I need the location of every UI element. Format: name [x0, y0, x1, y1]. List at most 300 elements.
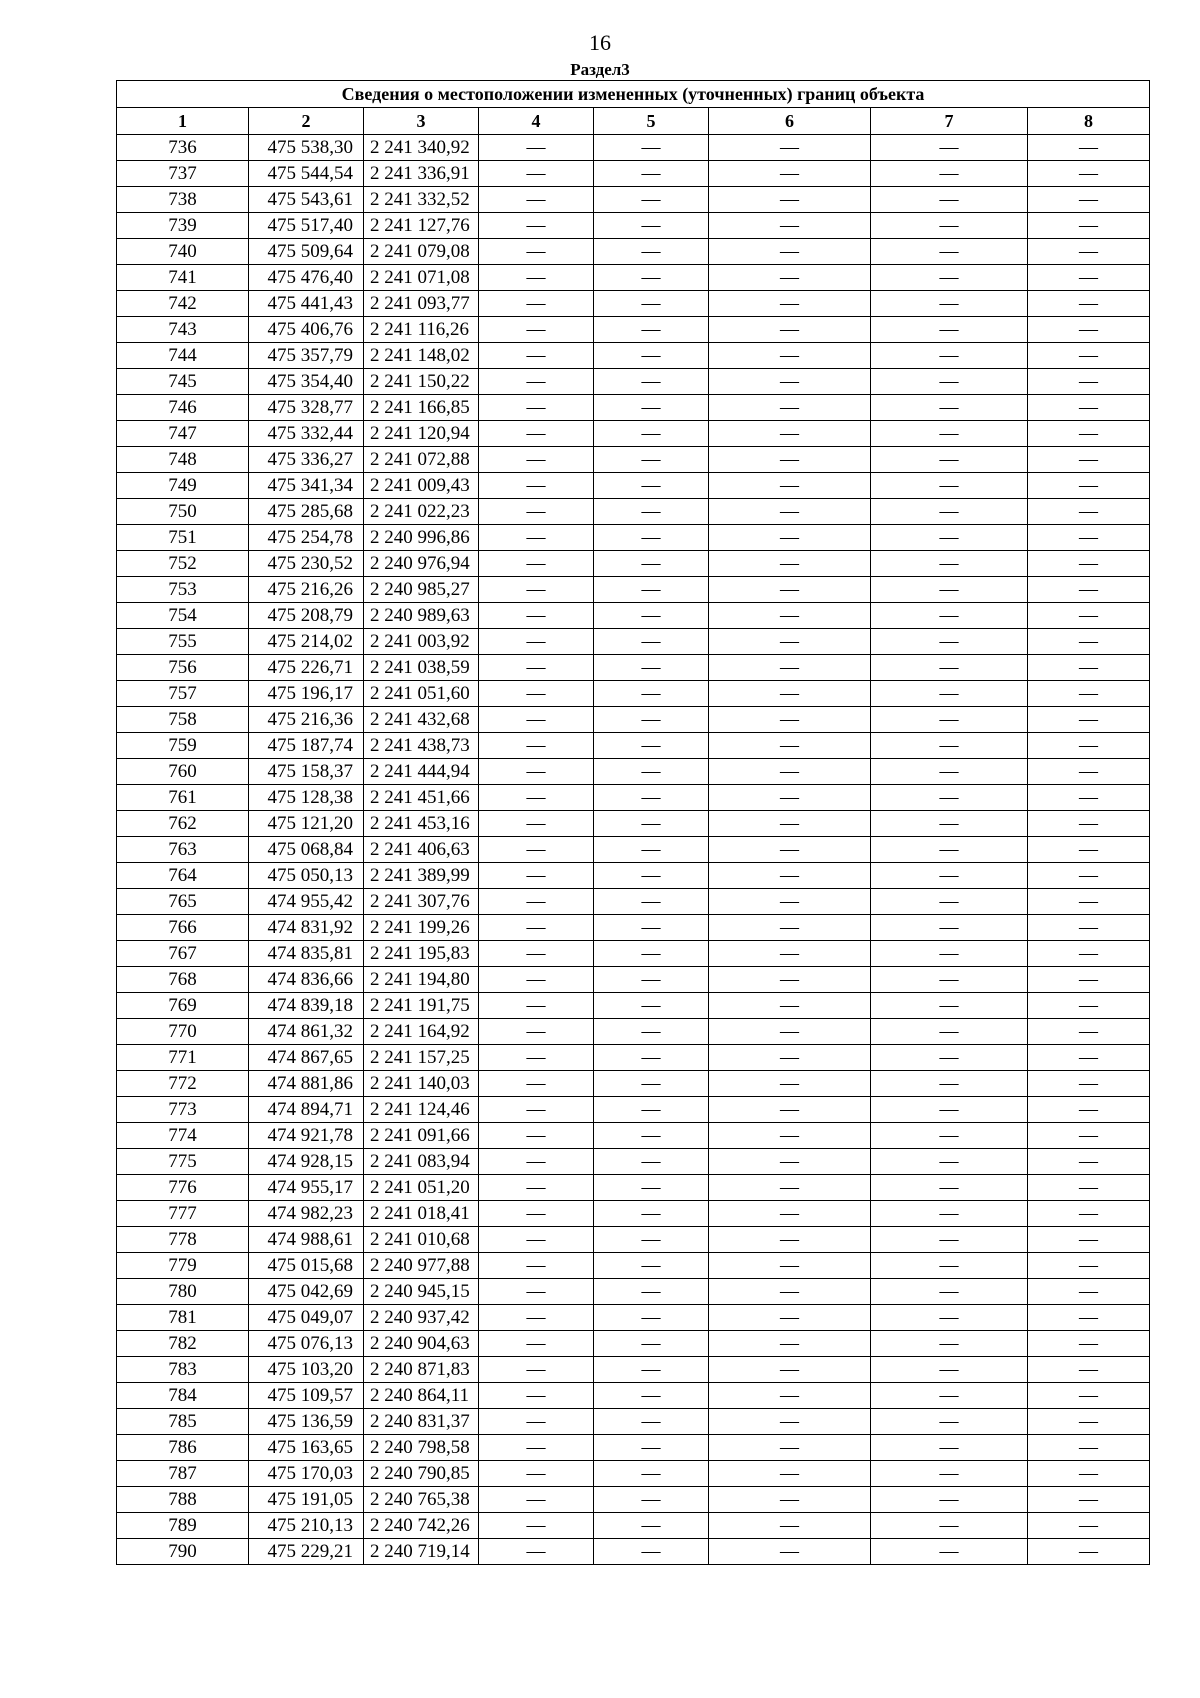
y-coordinate-cell: 2 240 798,58: [364, 1435, 479, 1461]
empty-dash-cell: —: [479, 1071, 594, 1097]
empty-dash-cell: —: [1028, 1253, 1150, 1279]
empty-dash-cell: —: [594, 1201, 709, 1227]
empty-dash-cell: —: [709, 629, 871, 655]
table-row: [117, 863, 1150, 889]
table-row: [117, 525, 1150, 551]
empty-dash-cell: —: [594, 421, 709, 447]
empty-dash-cell: —: [1028, 421, 1150, 447]
empty-dash-cell: —: [594, 1019, 709, 1045]
empty-dash-cell: —: [594, 733, 709, 759]
empty-dash-cell: —: [594, 161, 709, 187]
table-row: [117, 1331, 1150, 1357]
y-coordinate-cell: 2 240 831,37: [364, 1409, 479, 1435]
y-coordinate-cell: 2 240 989,63: [364, 603, 479, 629]
empty-dash-cell: —: [709, 239, 871, 265]
table-row: [117, 993, 1150, 1019]
empty-dash-cell: —: [871, 1123, 1028, 1149]
empty-dash-cell: —: [871, 889, 1028, 915]
empty-dash-cell: —: [1028, 473, 1150, 499]
empty-dash-cell: —: [594, 1383, 709, 1409]
y-coordinate-cell: 2 240 742,26: [364, 1513, 479, 1539]
empty-dash-cell: —: [1028, 1279, 1150, 1305]
empty-dash-cell: —: [871, 967, 1028, 993]
x-coordinate-cell: 474 836,66: [249, 967, 364, 993]
y-coordinate-cell: 2 241 150,22: [364, 369, 479, 395]
y-coordinate-cell: 2 240 945,15: [364, 1279, 479, 1305]
empty-dash-cell: —: [479, 1435, 594, 1461]
empty-dash-cell: —: [594, 395, 709, 421]
table-row: [117, 1123, 1150, 1149]
empty-dash-cell: —: [594, 1279, 709, 1305]
y-coordinate-cell: 2 240 976,94: [364, 551, 479, 577]
x-coordinate-cell: 474 831,92: [249, 915, 364, 941]
empty-dash-cell: —: [479, 967, 594, 993]
table-row: [117, 577, 1150, 603]
empty-dash-cell: —: [1028, 759, 1150, 785]
empty-dash-cell: —: [709, 603, 871, 629]
y-coordinate-cell: 2 241 148,02: [364, 343, 479, 369]
empty-dash-cell: —: [871, 551, 1028, 577]
empty-dash-cell: —: [594, 967, 709, 993]
empty-dash-cell: —: [594, 525, 709, 551]
empty-dash-cell: —: [871, 707, 1028, 733]
empty-dash-cell: —: [1028, 993, 1150, 1019]
empty-dash-cell: —: [1028, 1435, 1150, 1461]
table-row: [117, 1513, 1150, 1539]
empty-dash-cell: —: [709, 343, 871, 369]
table-row: [117, 1357, 1150, 1383]
empty-dash-cell: —: [1028, 785, 1150, 811]
point-number-cell: 757: [117, 681, 249, 707]
point-number-cell: 745: [117, 369, 249, 395]
point-number-cell: 750: [117, 499, 249, 525]
empty-dash-cell: —: [709, 785, 871, 811]
x-coordinate-cell: 475 226,71: [249, 655, 364, 681]
empty-dash-cell: —: [479, 837, 594, 863]
x-coordinate-cell: 475 517,40: [249, 213, 364, 239]
column-number-5: 5: [594, 108, 709, 135]
empty-dash-cell: —: [871, 1279, 1028, 1305]
empty-dash-cell: —: [871, 1019, 1028, 1045]
y-coordinate-cell: 2 241 164,92: [364, 1019, 479, 1045]
empty-dash-cell: —: [594, 1071, 709, 1097]
empty-dash-cell: —: [871, 655, 1028, 681]
empty-dash-cell: —: [709, 707, 871, 733]
empty-dash-cell: —: [594, 1123, 709, 1149]
empty-dash-cell: —: [479, 629, 594, 655]
empty-dash-cell: —: [709, 369, 871, 395]
empty-dash-cell: —: [594, 629, 709, 655]
empty-dash-cell: —: [1028, 525, 1150, 551]
point-number-cell: 753: [117, 577, 249, 603]
empty-dash-cell: —: [871, 733, 1028, 759]
empty-dash-cell: —: [709, 499, 871, 525]
empty-dash-cell: —: [479, 135, 594, 161]
empty-dash-cell: —: [871, 447, 1028, 473]
empty-dash-cell: —: [1028, 1513, 1150, 1539]
x-coordinate-cell: 475 328,77: [249, 395, 364, 421]
empty-dash-cell: —: [1028, 1357, 1150, 1383]
point-number-cell: 788: [117, 1487, 249, 1513]
empty-dash-cell: —: [1028, 967, 1150, 993]
empty-dash-cell: —: [479, 785, 594, 811]
empty-dash-cell: —: [709, 1019, 871, 1045]
empty-dash-cell: —: [1028, 837, 1150, 863]
table-row: [117, 1019, 1150, 1045]
empty-dash-cell: —: [594, 941, 709, 967]
empty-dash-cell: —: [871, 863, 1028, 889]
table-row: [117, 733, 1150, 759]
empty-dash-cell: —: [594, 473, 709, 499]
x-coordinate-cell: 474 928,15: [249, 1149, 364, 1175]
empty-dash-cell: —: [871, 993, 1028, 1019]
point-number-cell: 766: [117, 915, 249, 941]
empty-dash-cell: —: [479, 941, 594, 967]
empty-dash-cell: —: [709, 1409, 871, 1435]
empty-dash-cell: —: [709, 1513, 871, 1539]
empty-dash-cell: —: [709, 291, 871, 317]
empty-dash-cell: —: [1028, 707, 1150, 733]
empty-dash-cell: —: [479, 525, 594, 551]
empty-dash-cell: —: [1028, 863, 1150, 889]
y-coordinate-cell: 2 241 051,20: [364, 1175, 479, 1201]
empty-dash-cell: —: [594, 603, 709, 629]
empty-dash-cell: —: [1028, 1097, 1150, 1123]
point-number-cell: 776: [117, 1175, 249, 1201]
x-coordinate-cell: 475 015,68: [249, 1253, 364, 1279]
empty-dash-cell: —: [594, 1331, 709, 1357]
table-row: [117, 1409, 1150, 1435]
x-coordinate-cell: 475 121,20: [249, 811, 364, 837]
y-coordinate-cell: 2 241 009,43: [364, 473, 479, 499]
empty-dash-cell: —: [709, 889, 871, 915]
point-number-cell: 781: [117, 1305, 249, 1331]
empty-dash-cell: —: [1028, 941, 1150, 967]
empty-dash-cell: —: [479, 655, 594, 681]
point-number-cell: 762: [117, 811, 249, 837]
x-coordinate-cell: 475 076,13: [249, 1331, 364, 1357]
x-coordinate-cell: 475 230,52: [249, 551, 364, 577]
x-coordinate-cell: 474 955,42: [249, 889, 364, 915]
empty-dash-cell: —: [594, 1435, 709, 1461]
y-coordinate-cell: 2 240 765,38: [364, 1487, 479, 1513]
empty-dash-cell: —: [709, 1461, 871, 1487]
point-number-cell: 768: [117, 967, 249, 993]
empty-dash-cell: —: [871, 1513, 1028, 1539]
y-coordinate-cell: 2 241 093,77: [364, 291, 479, 317]
point-number-cell: 748: [117, 447, 249, 473]
empty-dash-cell: —: [479, 395, 594, 421]
empty-dash-cell: —: [871, 837, 1028, 863]
y-coordinate-cell: 2 240 977,88: [364, 1253, 479, 1279]
y-coordinate-cell: 2 241 124,46: [364, 1097, 479, 1123]
empty-dash-cell: —: [1028, 1175, 1150, 1201]
x-coordinate-cell: 475 229,21: [249, 1539, 364, 1565]
y-coordinate-cell: 2 241 051,60: [364, 681, 479, 707]
empty-dash-cell: —: [594, 239, 709, 265]
coordinates-table: [116, 80, 1150, 1565]
y-coordinate-cell: 2 241 010,68: [364, 1227, 479, 1253]
empty-dash-cell: —: [1028, 213, 1150, 239]
empty-dash-cell: —: [709, 993, 871, 1019]
table-row: [117, 811, 1150, 837]
table-row: [117, 369, 1150, 395]
empty-dash-cell: —: [871, 395, 1028, 421]
empty-dash-cell: —: [1028, 577, 1150, 603]
table-row: [117, 1149, 1150, 1175]
table-row: [117, 1383, 1150, 1409]
empty-dash-cell: —: [709, 213, 871, 239]
empty-dash-cell: —: [479, 343, 594, 369]
empty-dash-cell: —: [871, 1409, 1028, 1435]
x-coordinate-cell: 475 357,79: [249, 343, 364, 369]
empty-dash-cell: —: [479, 239, 594, 265]
empty-dash-cell: —: [1028, 447, 1150, 473]
point-number-cell: 765: [117, 889, 249, 915]
point-number-cell: 775: [117, 1149, 249, 1175]
x-coordinate-cell: 474 839,18: [249, 993, 364, 1019]
x-coordinate-cell: 475 196,17: [249, 681, 364, 707]
table-row: [117, 1175, 1150, 1201]
y-coordinate-cell: 2 240 996,86: [364, 525, 479, 551]
empty-dash-cell: —: [871, 1253, 1028, 1279]
empty-dash-cell: —: [1028, 369, 1150, 395]
empty-dash-cell: —: [709, 1539, 871, 1565]
table-row: [117, 499, 1150, 525]
point-number-cell: 755: [117, 629, 249, 655]
empty-dash-cell: —: [594, 187, 709, 213]
empty-dash-cell: —: [479, 421, 594, 447]
empty-dash-cell: —: [479, 1097, 594, 1123]
column-number-3: 3: [364, 108, 479, 135]
empty-dash-cell: —: [479, 1253, 594, 1279]
empty-dash-cell: —: [871, 1045, 1028, 1071]
empty-dash-cell: —: [594, 811, 709, 837]
empty-dash-cell: —: [871, 421, 1028, 447]
empty-dash-cell: —: [479, 1331, 594, 1357]
x-coordinate-cell: 475 208,79: [249, 603, 364, 629]
empty-dash-cell: —: [479, 499, 594, 525]
y-coordinate-cell: 2 241 072,88: [364, 447, 479, 473]
table-row: [117, 1097, 1150, 1123]
empty-dash-cell: —: [594, 915, 709, 941]
empty-dash-cell: —: [479, 1409, 594, 1435]
y-coordinate-cell: 2 240 937,42: [364, 1305, 479, 1331]
point-number-cell: 740: [117, 239, 249, 265]
point-number-cell: 756: [117, 655, 249, 681]
empty-dash-cell: —: [479, 1123, 594, 1149]
point-number-cell: 761: [117, 785, 249, 811]
x-coordinate-cell: 474 988,61: [249, 1227, 364, 1253]
empty-dash-cell: —: [594, 1487, 709, 1513]
empty-dash-cell: —: [1028, 1383, 1150, 1409]
y-coordinate-cell: 2 241 120,94: [364, 421, 479, 447]
empty-dash-cell: —: [709, 525, 871, 551]
empty-dash-cell: —: [479, 551, 594, 577]
y-coordinate-cell: 2 241 116,26: [364, 317, 479, 343]
empty-dash-cell: —: [1028, 551, 1150, 577]
x-coordinate-cell: 475 354,40: [249, 369, 364, 395]
empty-dash-cell: —: [871, 499, 1028, 525]
empty-dash-cell: —: [479, 161, 594, 187]
point-number-cell: 778: [117, 1227, 249, 1253]
y-coordinate-cell: 2 241 307,76: [364, 889, 479, 915]
empty-dash-cell: —: [594, 785, 709, 811]
empty-dash-cell: —: [594, 681, 709, 707]
empty-dash-cell: —: [594, 213, 709, 239]
table-row: [117, 161, 1150, 187]
point-number-cell: 739: [117, 213, 249, 239]
y-coordinate-cell: 2 241 157,25: [364, 1045, 479, 1071]
empty-dash-cell: —: [479, 707, 594, 733]
x-coordinate-cell: 475 042,69: [249, 1279, 364, 1305]
empty-dash-cell: —: [479, 1227, 594, 1253]
empty-dash-cell: —: [871, 603, 1028, 629]
empty-dash-cell: —: [871, 1357, 1028, 1383]
empty-dash-cell: —: [709, 915, 871, 941]
y-coordinate-cell: 2 241 406,63: [364, 837, 479, 863]
empty-dash-cell: —: [594, 317, 709, 343]
empty-dash-cell: —: [479, 265, 594, 291]
empty-dash-cell: —: [594, 993, 709, 1019]
x-coordinate-cell: 475 214,02: [249, 629, 364, 655]
y-coordinate-cell: 2 241 453,16: [364, 811, 479, 837]
y-coordinate-cell: 2 241 332,52: [364, 187, 479, 213]
point-number-cell: 736: [117, 135, 249, 161]
point-number-cell: 773: [117, 1097, 249, 1123]
column-number-8: 8: [1028, 108, 1150, 135]
empty-dash-cell: —: [871, 1383, 1028, 1409]
x-coordinate-cell: 475 254,78: [249, 525, 364, 551]
x-coordinate-cell: 474 921,78: [249, 1123, 364, 1149]
empty-dash-cell: —: [479, 213, 594, 239]
empty-dash-cell: —: [479, 291, 594, 317]
x-coordinate-cell: 475 543,61: [249, 187, 364, 213]
empty-dash-cell: —: [479, 369, 594, 395]
table-row: [117, 603, 1150, 629]
y-coordinate-cell: 2 241 038,59: [364, 655, 479, 681]
point-number-cell: 751: [117, 525, 249, 551]
table-body: [117, 135, 1150, 1565]
y-coordinate-cell: 2 241 140,03: [364, 1071, 479, 1097]
empty-dash-cell: —: [871, 1331, 1028, 1357]
y-coordinate-cell: 2 241 018,41: [364, 1201, 479, 1227]
table-caption: Сведения о местоположении измененных (уточненных) границ объекта: [117, 81, 1150, 108]
point-number-cell: 785: [117, 1409, 249, 1435]
empty-dash-cell: —: [871, 629, 1028, 655]
empty-dash-cell: —: [871, 577, 1028, 603]
point-number-cell: 789: [117, 1513, 249, 1539]
empty-dash-cell: —: [871, 369, 1028, 395]
empty-dash-cell: —: [709, 1383, 871, 1409]
empty-dash-cell: —: [594, 759, 709, 785]
empty-dash-cell: —: [871, 759, 1028, 785]
point-number-cell: 741: [117, 265, 249, 291]
empty-dash-cell: —: [1028, 1071, 1150, 1097]
empty-dash-cell: —: [709, 655, 871, 681]
x-coordinate-cell: 475 049,07: [249, 1305, 364, 1331]
empty-dash-cell: —: [709, 681, 871, 707]
point-number-cell: 774: [117, 1123, 249, 1149]
empty-dash-cell: —: [1028, 1019, 1150, 1045]
point-number-cell: 777: [117, 1201, 249, 1227]
table-row: [117, 837, 1150, 863]
table-row: [117, 889, 1150, 915]
table-row: [117, 447, 1150, 473]
empty-dash-cell: —: [871, 1097, 1028, 1123]
point-number-cell: 752: [117, 551, 249, 577]
empty-dash-cell: —: [1028, 1045, 1150, 1071]
y-coordinate-cell: 2 240 719,14: [364, 1539, 479, 1565]
empty-dash-cell: —: [709, 1357, 871, 1383]
empty-dash-cell: —: [709, 1097, 871, 1123]
empty-dash-cell: —: [709, 135, 871, 161]
y-coordinate-cell: 2 241 438,73: [364, 733, 479, 759]
empty-dash-cell: —: [479, 1019, 594, 1045]
empty-dash-cell: —: [594, 837, 709, 863]
empty-dash-cell: —: [479, 1175, 594, 1201]
point-number-cell: 760: [117, 759, 249, 785]
x-coordinate-cell: 475 136,59: [249, 1409, 364, 1435]
empty-dash-cell: —: [594, 655, 709, 681]
empty-dash-cell: —: [594, 1513, 709, 1539]
empty-dash-cell: —: [479, 1279, 594, 1305]
x-coordinate-cell: 475 332,44: [249, 421, 364, 447]
empty-dash-cell: —: [871, 1227, 1028, 1253]
empty-dash-cell: —: [479, 1045, 594, 1071]
x-coordinate-cell: 475 050,13: [249, 863, 364, 889]
empty-dash-cell: —: [871, 473, 1028, 499]
empty-dash-cell: —: [871, 1435, 1028, 1461]
page-number: 16: [589, 30, 611, 55]
empty-dash-cell: —: [709, 811, 871, 837]
empty-dash-cell: —: [594, 1097, 709, 1123]
y-coordinate-cell: 2 241 091,66: [364, 1123, 479, 1149]
x-coordinate-cell: 475 170,03: [249, 1461, 364, 1487]
empty-dash-cell: —: [709, 421, 871, 447]
empty-dash-cell: —: [709, 967, 871, 993]
x-coordinate-cell: 475 103,20: [249, 1357, 364, 1383]
empty-dash-cell: —: [479, 1461, 594, 1487]
y-coordinate-cell: 2 241 127,76: [364, 213, 479, 239]
y-coordinate-cell: 2 241 336,91: [364, 161, 479, 187]
empty-dash-cell: —: [709, 733, 871, 759]
empty-dash-cell: —: [1028, 811, 1150, 837]
point-number-cell: 787: [117, 1461, 249, 1487]
empty-dash-cell: —: [479, 1487, 594, 1513]
x-coordinate-cell: 475 538,30: [249, 135, 364, 161]
empty-dash-cell: —: [1028, 265, 1150, 291]
empty-dash-cell: —: [871, 1071, 1028, 1097]
empty-dash-cell: —: [871, 187, 1028, 213]
point-number-cell: 771: [117, 1045, 249, 1071]
y-coordinate-cell: 2 241 389,99: [364, 863, 479, 889]
x-coordinate-cell: 474 861,32: [249, 1019, 364, 1045]
empty-dash-cell: —: [871, 1149, 1028, 1175]
empty-dash-cell: —: [871, 1175, 1028, 1201]
x-coordinate-cell: 475 336,27: [249, 447, 364, 473]
empty-dash-cell: —: [479, 681, 594, 707]
x-coordinate-cell: 475 109,57: [249, 1383, 364, 1409]
x-coordinate-cell: 475 210,13: [249, 1513, 364, 1539]
empty-dash-cell: —: [709, 1201, 871, 1227]
column-number-7: 7: [871, 108, 1028, 135]
table-row: [117, 629, 1150, 655]
table-row: [117, 317, 1150, 343]
empty-dash-cell: —: [479, 187, 594, 213]
empty-dash-cell: —: [1028, 1227, 1150, 1253]
point-number-cell: 780: [117, 1279, 249, 1305]
